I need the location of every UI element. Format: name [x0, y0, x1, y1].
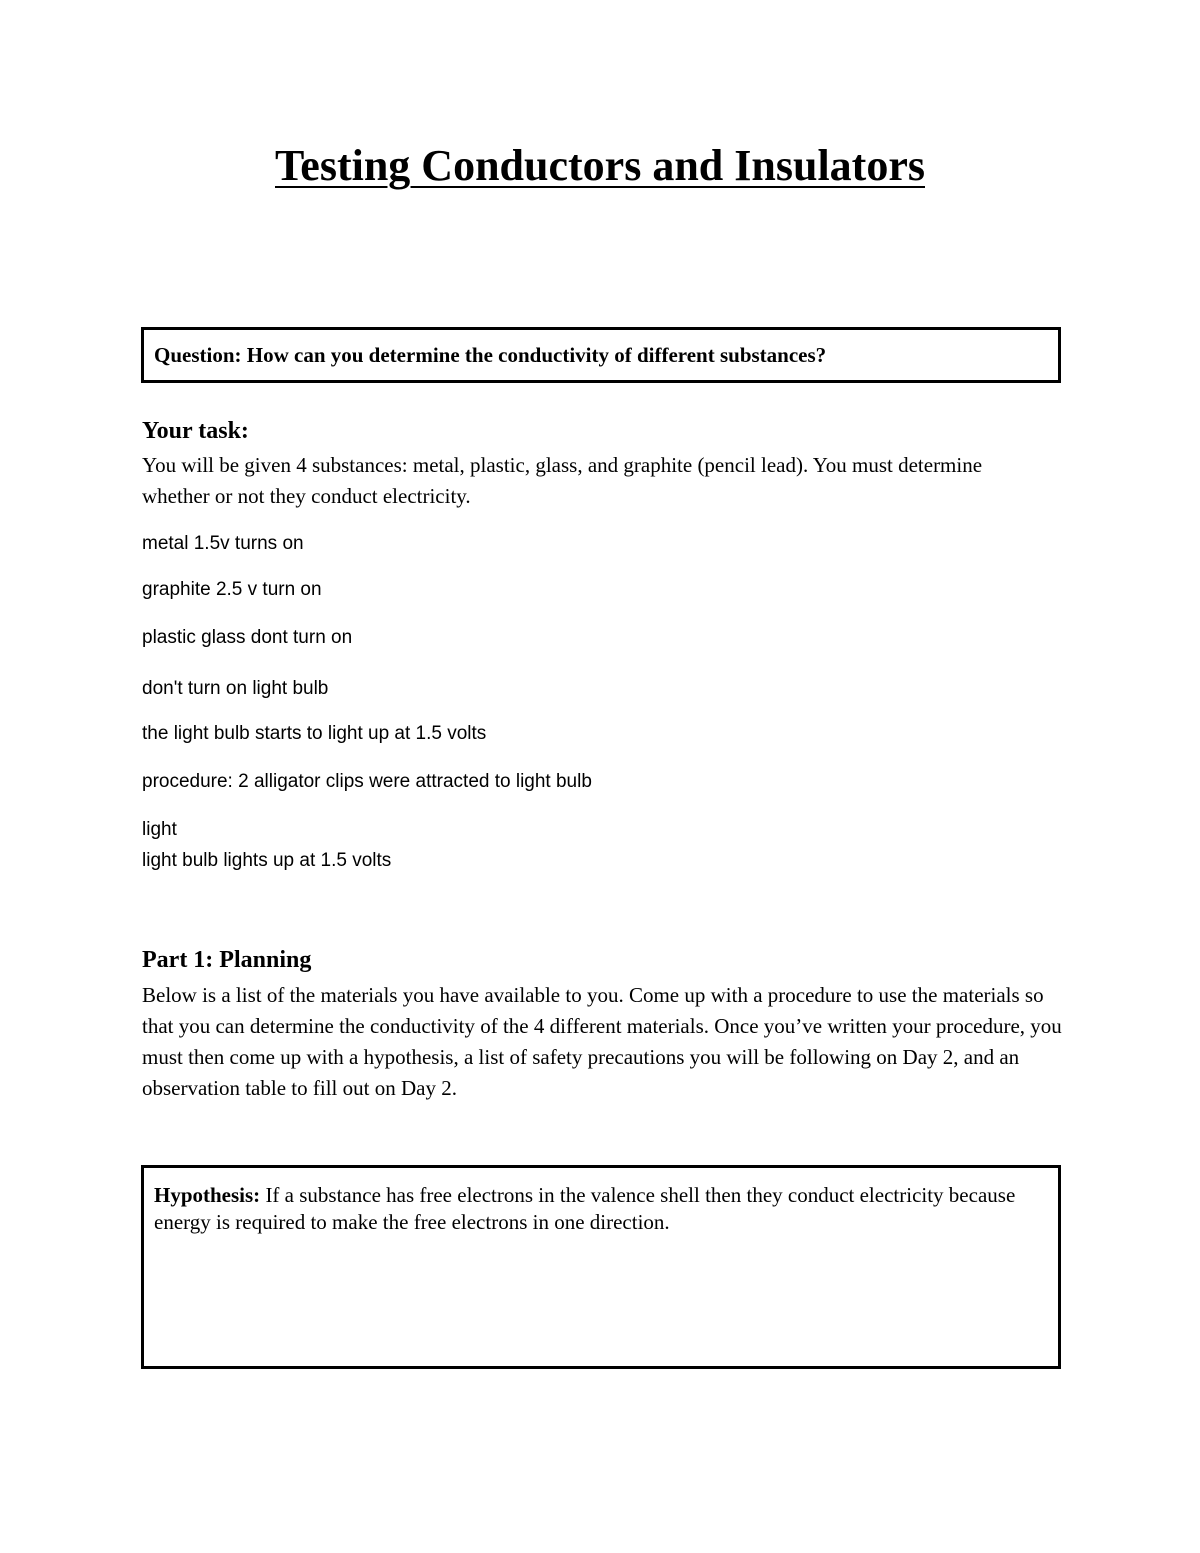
question-text: Question: How can you determine the conductivity of different substances?	[154, 343, 827, 367]
hypothesis-paragraph	[154, 1182, 1049, 1236]
page-title: Testing Conductors and Insulators	[275, 141, 925, 190]
hypothesis-text: If a substance has free electrons in the valence shell then they conduct electricity because energy is required to make the free electrons in one direction.	[154, 1183, 1016, 1234]
note-line: the light bulb starts to light up at 1.5 volts	[142, 723, 487, 744]
part1-heading: Part 1: Planning	[142, 947, 312, 973]
hypothesis-box	[141, 1165, 1061, 1369]
note-line: light	[142, 819, 177, 840]
note-line: graphite 2.5 v turn on	[142, 579, 322, 600]
task-heading: Your task:	[142, 418, 249, 444]
part1-body: Below is a list of the materials you have available to you. Come up with a procedure to use the materials so that you can determine the conductivity of the 4 different materials. Once you’ve written your procedure, you must then come up with a hypothesis, a list of safety precautions you will be following on Day 2, and an observation table to fill out on Day 2.	[142, 983, 1062, 1100]
hypothesis-label: Hypothesis:	[154, 1183, 261, 1207]
note-line: don't turn on light bulb	[142, 678, 329, 699]
note-line: procedure: 2 alligator clips were attracted to light bulb	[142, 771, 592, 792]
note-line: light bulb lights up at 1.5 volts	[142, 850, 392, 871]
question-box	[141, 327, 1061, 383]
note-line: plastic glass dont turn on	[142, 627, 353, 648]
task-body: You will be given 4 substances: metal, plastic, glass, and graphite (pencil lead). You must determine whether or not they conduct electricity.	[142, 453, 983, 508]
note-line: metal 1.5v turns on	[142, 533, 304, 554]
